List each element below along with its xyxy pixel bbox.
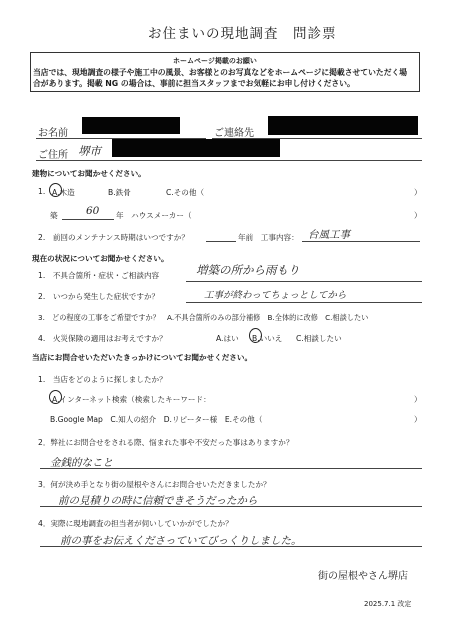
maintenance-question: 2. 前回のメンテナンス時期はいつですか？ <box>38 233 189 242</box>
concern-question: 2．弊社にお問合せをされる際、悩まれた事や不安だった事はありますか？ <box>38 438 294 447</box>
visit-impression-underline <box>40 546 422 547</box>
house-maker-close: ） <box>414 211 422 220</box>
symptom-answer: 増築の所から雨もり <box>196 263 300 277</box>
page-title: お住まいの現地調査 問診票 <box>148 26 337 42</box>
deciding-factor-answer: 前の見積りの時に信頼できそうだったから <box>58 495 258 507</box>
address-redaction <box>112 139 280 157</box>
wood-option: A.木造 <box>52 188 75 197</box>
status-heading: 現在の状況についてお聞かせください。 <box>32 254 169 263</box>
name-redaction <box>82 117 180 134</box>
visit-impression-question: 4．実際に現地調査の担当者が伺いしていかがでしたか？ <box>38 519 233 528</box>
work-scope-question: 3. どの程度の工事をご希望ですか？ A.不具合箇所のみの部分補修 B.全体的に改修 C.相談したい <box>38 313 369 322</box>
building-heading: 建物についてお聞かせください。 <box>32 169 146 178</box>
deciding-factor-underline <box>40 506 422 507</box>
symptom-question: 1. 不具合箇所・症状・ご相談内容 <box>38 271 160 280</box>
shop-name: 街の屋根やさん堺店 <box>318 571 408 582</box>
trigger-heading: 当店にお問合せいただいたきっかけについてお聞かせください。 <box>32 353 253 362</box>
building-age-underline <box>62 219 114 220</box>
building-age-value: 60 <box>86 205 100 217</box>
address-value: 堺市 <box>78 144 101 158</box>
name-label: お名前 <box>38 128 68 139</box>
maintenance-work-value: 台風工事 <box>308 229 350 241</box>
notice-heading: ホームページ掲載のお願い <box>173 57 257 65</box>
insurance-question: 4. 火災保険の適用はお考えですか？ <box>38 334 167 343</box>
discovery-question: 1. 当店をどのように探しましたか？ <box>38 375 167 384</box>
notice-line-2: 合があります。掲載 NG の場合は、事前に担当スタッフまでお気軽にお申し付けください。 <box>33 79 355 88</box>
internet-search-close: ） <box>414 395 422 404</box>
insurance-yes-option: A.はい <box>216 334 239 343</box>
building-age-prefix: 築 <box>50 211 58 220</box>
deciding-factor-question: 3．何が決め手となり街の屋根やさんにお問合せいただきましたか？ <box>38 480 271 489</box>
other-structure-option: C.その他（ <box>166 188 205 197</box>
contact-label: ご連絡先 <box>214 128 254 139</box>
contact-redaction <box>268 116 418 135</box>
symptom-underline <box>186 281 422 282</box>
steel-option: B.鉄骨 <box>108 188 131 197</box>
insurance-no-option: B.いいえ <box>252 334 283 343</box>
address-label: ご住所 <box>38 150 68 161</box>
notice-line-1: 当店では、現地調査の様子や施工中の風景、お客様とのお写真などをホームページに掲載させていただく場 <box>33 68 408 77</box>
revision-date: 2025.7.1 改定 <box>364 600 412 608</box>
internet-search-selected-mark <box>49 390 62 404</box>
discovery-other-close: ） <box>414 415 422 424</box>
address-underline <box>36 160 422 161</box>
insurance-no-selected-mark <box>249 328 262 343</box>
maintenance-work-label: 年前 工事内容： <box>238 233 299 242</box>
wood-selected-mark <box>49 183 62 197</box>
onset-question: 2. いつから発生した症状ですか？ <box>38 292 160 301</box>
maintenance-years-underline <box>206 241 236 242</box>
building-age-suffix: 年 ハウスメーカー（ <box>116 211 192 220</box>
maintenance-work-underline <box>302 241 420 242</box>
other-structure-close: ） <box>414 188 422 197</box>
insurance-consult-option: C.相談したい <box>296 334 342 343</box>
onset-underline <box>186 302 422 303</box>
concern-underline <box>40 468 422 469</box>
discovery-other-options: B.Google Map C.知人の紹介 D.リピーター様 E.その他（ <box>50 415 263 424</box>
concern-answer: 金銭的なこと <box>50 457 113 469</box>
onset-answer: 工事が終わってちょっとしてから <box>204 290 347 301</box>
building-q1-number: 1. <box>38 187 46 196</box>
internet-search-option: A.インターネット検索（検索したキーワード： <box>52 395 211 404</box>
visit-impression-answer: 前の事をお伝えくださっていてびっくりしました。 <box>60 535 302 547</box>
